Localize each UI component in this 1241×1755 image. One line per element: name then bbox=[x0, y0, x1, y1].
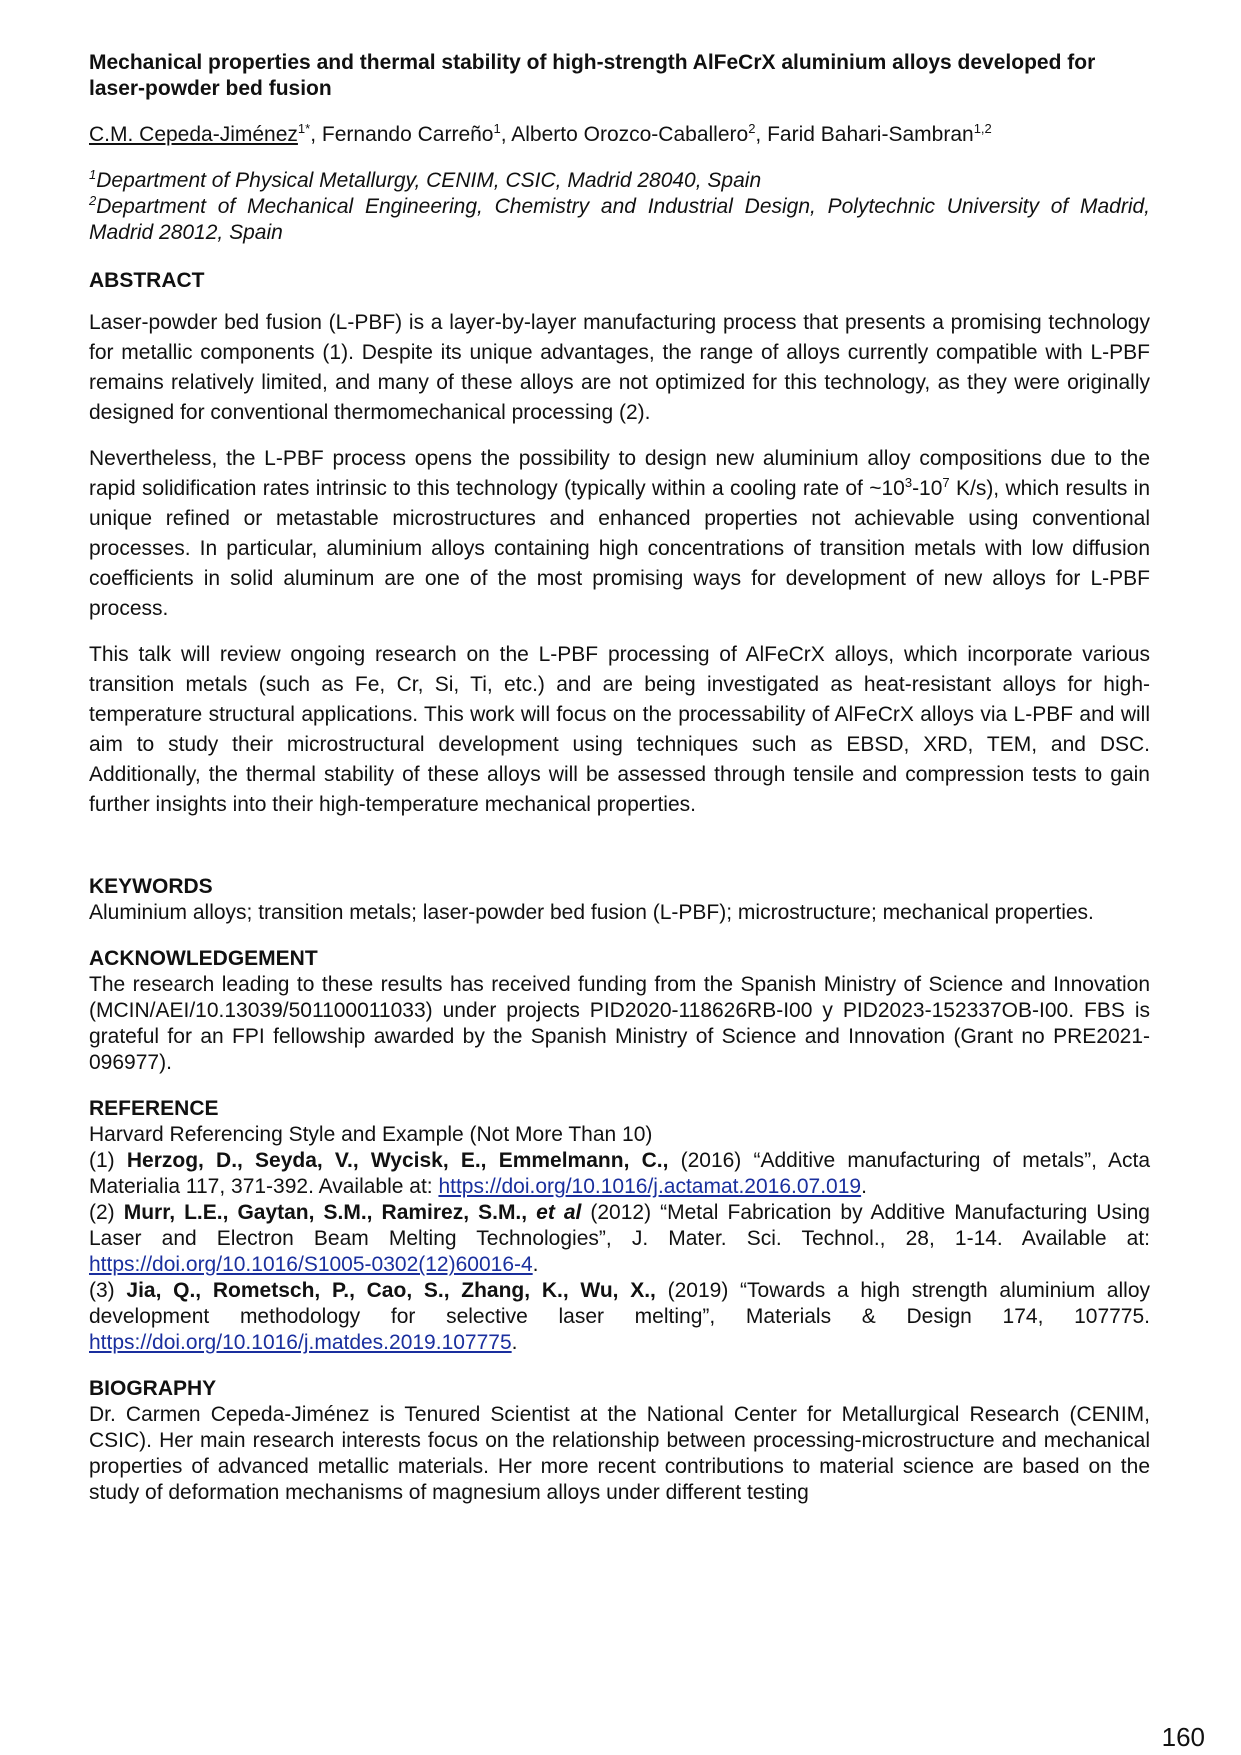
reference-authors: Jia, Q., Rometsch, P., Cao, S., Zhang, K., Wu, X., bbox=[126, 1279, 656, 1302]
author-name: Fernando Carreño bbox=[321, 123, 494, 146]
reference-doi-link[interactable]: https://doi.org/10.1016/S1005-0302(12)60016-4 bbox=[89, 1253, 533, 1276]
affiliation-number: 2 bbox=[89, 193, 97, 208]
abstract-paragraph-1: Laser-powder bed fusion (L-PBF) is a layer-by-layer manufacturing process that presents a promising technology for metallic components (1). Despite its unique advantages, the range of alloys currently compatible with L-PBF remains relatively limited, and many of these alloys are not optimized for this technology, as they were originally designed for conventional thermomechanical processing (2). bbox=[89, 311, 1150, 424]
reference-number: (1) bbox=[89, 1149, 127, 1172]
keywords-heading: KEYWORDS bbox=[89, 875, 213, 898]
reference-item-3 bbox=[89, 1278, 1150, 1356]
affiliation-text: Department of Mechanical Engineering, Chemistry and Industrial Design, Polytechnic University of Madrid, Madrid 28012, Spain bbox=[89, 195, 1150, 244]
reference-doi-link[interactable]: https://doi.org/10.1016/j.actamat.2016.07.019 bbox=[438, 1175, 862, 1198]
keywords-text: Aluminium alloys; transition metals; laser-powder bed fusion (L-PBF); microstructure; mechanical properties. bbox=[89, 901, 1094, 924]
paper-title: Mechanical properties and thermal stability of high-strength AlFeCrX aluminium alloys developed for laser-powder bed fusion bbox=[89, 51, 1096, 100]
reference-doi-link[interactable]: https://doi.org/10.1016/j.matdes.2019.107775 bbox=[89, 1331, 512, 1354]
page-number: 160 bbox=[1161, 1722, 1205, 1752]
affiliation-text: Department of Physical Metallurgy, CENIM, CSIC, Madrid 28040, Spain bbox=[96, 169, 762, 192]
acknowledgement-heading: ACKNOWLEDGEMENT bbox=[89, 947, 318, 970]
abstract-p2-part-c: K/s), which results in unique refined or metastable microstructures and enhanced properties not achievable using conventional processes. In particular, aluminium alloys containing high concentrations of transition metals with low diffusion coefficients in solid aluminum are one of the most promising ways for development of new alloys for L-PBF process. bbox=[89, 477, 1150, 620]
author-separator: , bbox=[310, 123, 322, 146]
author-list bbox=[89, 122, 1150, 148]
reference-style-note: Harvard Referencing Style and Example (Not More Than 10) bbox=[89, 1123, 653, 1146]
abstract-p2-part-b: -10 bbox=[912, 477, 943, 500]
author-separator: , bbox=[755, 123, 768, 146]
author-affiliation-mark: 1* bbox=[297, 121, 311, 136]
reference-item-2 bbox=[89, 1200, 1150, 1278]
reference-item-1 bbox=[89, 1148, 1150, 1200]
reference-number: (2) bbox=[89, 1201, 124, 1224]
author-name: Alberto Orozco-Caballero bbox=[511, 123, 749, 146]
reference-authors: Murr, L.E., Gaytan, S.M., Ramirez, S.M., bbox=[123, 1201, 537, 1224]
reference-authors: Herzog, D., Seyda, V., Wycisk, E., Emmelmann, C., bbox=[126, 1149, 669, 1172]
affiliation-1 bbox=[89, 168, 1150, 194]
exponent: 3 bbox=[904, 475, 913, 490]
reference-et-al: et al bbox=[536, 1201, 582, 1224]
affiliations bbox=[89, 168, 1150, 246]
paper-page bbox=[89, 50, 1150, 1506]
reference-text: (2012) “Metal Fabrication by Additive Manufacturing Using Laser and Electron Beam Melting Technologies”, J. Mater. Sci. Technol., 28, 1-14. Available at: bbox=[89, 1201, 1150, 1250]
affiliation-2 bbox=[89, 194, 1150, 246]
reference-text: (2019) “Towards a high strength aluminium alloy development methodology for selective laser melting”, Materials & Design 174, 107775. bbox=[89, 1279, 1150, 1328]
reference-number: (3) bbox=[89, 1279, 127, 1302]
reference-text: (2016) “Additive manufacturing of metals”, Acta Materialia 117, 371-392. Available at: bbox=[89, 1149, 1151, 1198]
author-affiliation-mark: 1 bbox=[493, 121, 501, 136]
reference-heading: REFERENCE bbox=[89, 1097, 219, 1120]
abstract-paragraph-2 bbox=[89, 444, 1150, 624]
abstract-paragraph-3: This talk will review ongoing research on the L-PBF processing of AlFeCrX alloys, which incorporate various transition metals (such as Fe, Cr, Si, Ti, etc.) and are being investigated as heat-resistant alloys for high-temperature structural applications. This work will focus on the processability of AlFeCrX alloys via L-PBF and will aim to study their microstructural development using techniques such as EBSD, XRD, TEM, and DSC. Additionally, the thermal stability of these alloys will be assessed through tensile and compression tests to gain further insights into their high-temperature mechanical properties. bbox=[89, 643, 1150, 816]
author-separator: , bbox=[500, 123, 512, 146]
biography-heading: BIOGRAPHY bbox=[89, 1377, 217, 1400]
abstract-heading: ABSTRACT bbox=[89, 269, 205, 292]
author-name: Farid Bahari-Sambran bbox=[767, 123, 974, 146]
acknowledgement-text: The research leading to these results has received funding from the Spanish Ministry of Science and Innovation (MCIN/AEI/10.13039/501100011033) under projects PID2020-118626RB-I00 y PID2023-152337OB-I00. FBS is grateful for an FPI fellowship awarded by the Spanish Ministry of Science and Innovation (Grant no PRE2021-096977). bbox=[89, 973, 1150, 1074]
biography-text: Dr. Carmen Cepeda-Jiménez is Tenured Scientist at the National Center for Metallurgical Research (CENIM, CSIC). Her main research interests focus on the relationship between processing-microstructure and mechanical properties of advanced metallic materials. Her more recent contributions to material science are based on the study of deformation mechanisms of magnesium alloys under different testing bbox=[89, 1403, 1150, 1504]
exponent: 7 bbox=[942, 475, 950, 490]
abstract-p2-part-a: Nevertheless, the L-PBF process opens the possibility to design new aluminium alloy compositions due to the rapid solidification rates intrinsic to this technology (typically within a cooling rate of ~10 bbox=[89, 447, 1150, 500]
author-affiliation-mark: 1,2 bbox=[973, 121, 992, 136]
author-name: C.M. Cepeda-Jiménez bbox=[89, 123, 298, 146]
affiliation-number: 1 bbox=[89, 167, 97, 182]
reference-period: . bbox=[861, 1175, 867, 1198]
reference-period: . bbox=[511, 1331, 518, 1354]
reference-period: . bbox=[532, 1253, 539, 1276]
author-affiliation-mark: 2 bbox=[748, 121, 756, 136]
